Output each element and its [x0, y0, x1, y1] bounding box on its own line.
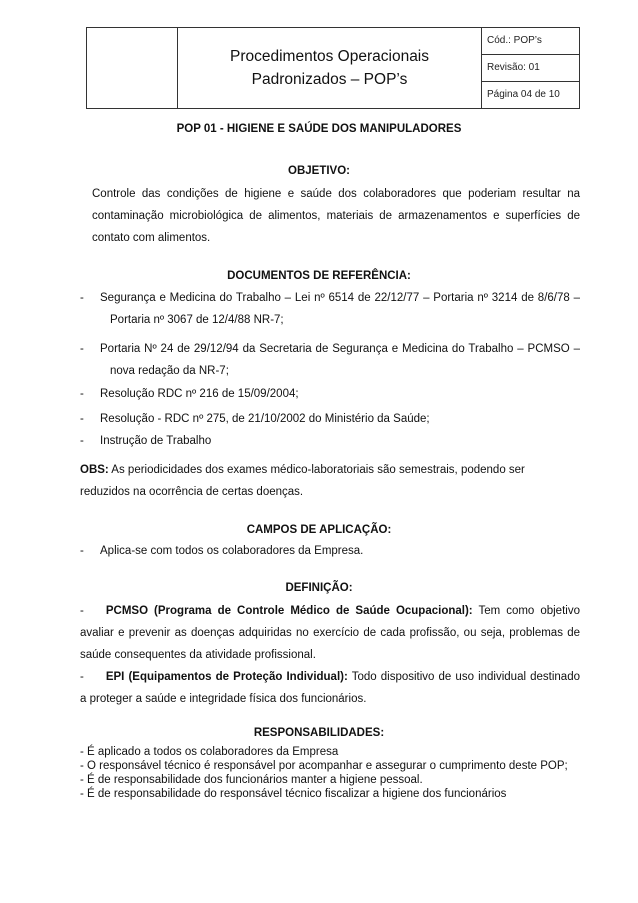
- documento-item-2: Portaria Nº 24 de 29/12/94 da Secretaria de Segurança e Medicina do Trabalho – PCMSO – nova redação da NR-7;: [100, 343, 580, 377]
- list-item: - Portaria Nº 24 de 29/12/94 da Secretaria de Segurança e Medicina do Trabalho – PCMSO – nova redação da NR-7;: [80, 338, 580, 382]
- doc-code: Cód.: POP’s: [482, 28, 579, 55]
- list-item: - Segurança e Medicina do Trabalho – Lei nº 6514 de 22/12/77 – Portaria nº 3214 de 8/6/78 – Portaria nº 3067 de 12/4/88 NR-7;: [80, 287, 580, 331]
- doc-page: Página 04 de 10: [487, 89, 560, 100]
- documento-item-3: Resolução RDC nº 216 de 15/09/2004;: [100, 388, 299, 400]
- documento-item-4: Resolução - RDC nº 275, de 21/10/2002 do Ministério da Saúde;: [100, 413, 430, 425]
- header-meta: [482, 28, 580, 109]
- responsabilidade-item-2: - O responsável técnico é responsável por acompanhar e assegurar o cumprimento deste POP;: [80, 760, 568, 772]
- list-item: - Instrução de Trabalho: [80, 430, 580, 452]
- document-header: [86, 27, 580, 109]
- definicao-title: DEFINIÇÃO:: [285, 582, 353, 594]
- pcmso-text: Tem como objetivo avaliar e prevenir as doenças adquiridas no exercício de cada profissão, ou seja, problemas de saúde consequentes da atividade profissional.: [80, 605, 580, 661]
- campos-item: Aplica-se com todos os colaboradores da Empresa.: [100, 545, 364, 557]
- obs-paragraph: [80, 459, 560, 503]
- list-item: - Aplica-se com todos os colaboradores da Empresa.: [80, 540, 580, 562]
- pop-title: POP 01 - HIGIENE E SAÚDE DOS MANIPULADORES: [176, 123, 462, 135]
- header-title: [178, 28, 482, 109]
- responsabilidade-item-4: - É de responsabilidade do responsável técnico fiscalizar a higiene dos funcionários: [80, 788, 507, 800]
- definicao-item-2: - EPI (Equipamentos de Proteção Individual): Todo dispositivo de uso individual destinado a proteger a saúde e integridade física dos funcionários.: [80, 671, 580, 705]
- obs-text: As periodicidades dos exames médico-laboratoriais são semestrais, podendo ser reduzidos na ocorrência de certas doenças.: [80, 464, 525, 498]
- definicao-item-1: - PCMSO (Programa de Controle Médico de Saúde Ocupacional): Tem como objetivo avaliar e prevenir as doenças adquiridas no exercício de cada profissão, ou seja, problemas de saúde consequentes da atividade profissional.: [80, 605, 580, 661]
- logo-cell: [87, 28, 178, 109]
- documentos-title: DOCUMENTOS DE REFERÊNCIA:: [227, 270, 411, 282]
- objetivo-title: OBJETIVO:: [288, 165, 350, 177]
- responsabilidade-item-1: - É aplicado a todos os colaboradores da Empresa: [80, 746, 339, 758]
- responsabilidade-item-3: - É de responsabilidade dos funcionários manter a higiene pessoal.: [80, 774, 423, 786]
- list-item: - Resolução RDC nº 216 de 15/09/2004;: [80, 383, 580, 405]
- header-title-line1: Procedimentos Operacionais: [229, 48, 430, 65]
- obs-label: OBS:: [80, 464, 109, 476]
- documento-item-1: Segurança e Medicina do Trabalho – Lei nº 6514 de 22/12/77 – Portaria nº 3214 de 8/6/78 – Portaria nº 3067 de 12/4/88 NR-7;: [100, 292, 580, 326]
- header-title-line2: Padronizados – POP’s: [251, 71, 408, 88]
- list-item: - Resolução - RDC nº 275, de 21/10/2002 do Ministério da Saúde;: [80, 408, 580, 430]
- responsabilidades-title: RESPONSABILIDADES:: [253, 727, 385, 739]
- doc-revision: Revisão: 01: [482, 55, 579, 82]
- epi-text: Todo dispositivo de uso individual destinado a proteger a saúde e integridade física dos funcionários.: [80, 671, 580, 705]
- documento-item-5: Instrução de Trabalho: [100, 435, 212, 447]
- epi-term: EPI (Equipamentos de Proteção Individual):: [105, 671, 348, 683]
- pcmso-term: PCMSO (Programa de Controle Médico de Saúde Ocupacional):: [105, 605, 473, 617]
- campos-title: CAMPOS DE APLICAÇÃO:: [246, 524, 392, 536]
- objetivo-text: Controle das condições de higiene e saúde dos colaboradores que poderiam resultar na contaminação microbiológica de alimentos, materiais de armazenamentos e superfícies de contato com alimentos.: [92, 188, 580, 244]
